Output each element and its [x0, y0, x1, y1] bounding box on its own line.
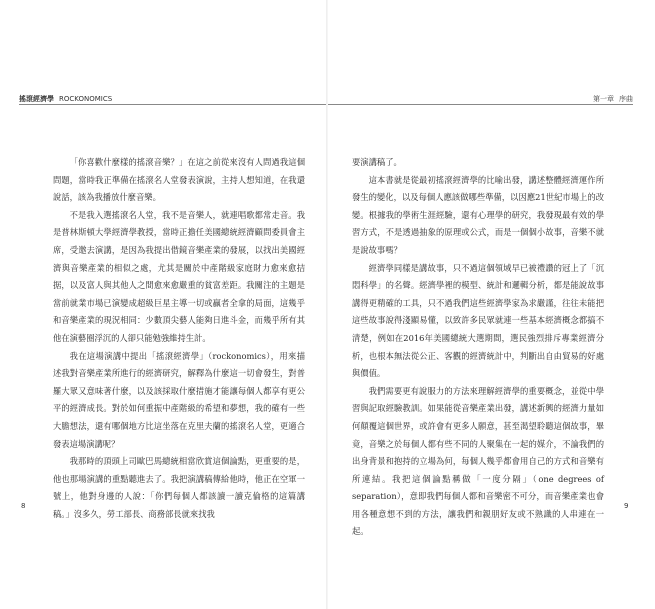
paragraph: 不是我入選搖滾名人堂，我不是音樂人，就連唱歌都常走音。我是普林斯頓大學經濟學教授，當時正擔任美國總統經濟顧問委員會主席，受邀去演講，是因為我提出借鏡音樂產業的發展，以找出美國經濟與音樂產業的相似之處，尤其是關於中產階級家庭財力愈來愈拮据，以及富人與其他人之間愈來愈嚴重的貧富差距。我關注的主題是當前就業市場已演變成超級巨星主導一切或贏者全拿的局面，這幾乎和音樂產業的現況相同：少數頂尖藝人能夠日進斗金，而幾乎所有其他在演藝圈浮沉的人卻只能勉強維持生計。	[53, 209, 305, 343]
right-page	[328, 0, 655, 609]
header-rule-right	[328, 104, 633, 105]
book-title-en: ROCKONOMICS	[59, 95, 113, 103]
header-rule-left	[19, 104, 327, 105]
paragraph: 經濟學同樣是講故事，只不過這個領域早已被禮讚的冠上了「沉悶科學」的名聲。經濟學裡的模型、統計和邏輯分析，都是能說故事講得更精確的工具，只不過我們這些經濟學家為求嚴謹，往往未能把這些故事說得淺顯易懂，以致許多民眾就連一些基本經濟概念都搞不清楚，例如在2016年美國總統大選期間，選民強烈排斥專業經濟分析，也根本無法從公正、客觀的經濟統計中，判斷出自由貿易的好處與價值。	[352, 262, 604, 379]
section-label: 序曲	[619, 95, 633, 103]
paragraph: 我們需要更有說服力的方法來理解經濟學的重要概念，並從中學習與記取經驗教訓。如果能從音樂產業出發，講述新興的經濟力量如何顛覆這個世界，或許會有更多人願意，甚至渴望聆聽這個故事，畢竟，音樂之於每個人都有些不同的人聚集在一起的媒介，不論我們的出身背景和抱持的立場為何，每個人幾乎都會用自己的方式和音樂有所連結。我把這個論點稱做「一度分隔」（one degrees of separation），意即我們每個人都和音樂密不可分，而音樂產業也會用各種意想不到的方法，讓我們和親朋好友或不熟識的人串連在一起。	[352, 385, 604, 537]
left-page	[0, 0, 327, 609]
right-page-body	[352, 154, 604, 541]
paragraph: 「你喜歡什麼樣的搖滾音樂？」在這之前從來沒有人問過我這個問題，當時我正準備在搖滾名人堂發表演說，主持人想知道，在我還說話，該為我播放什麼音樂。	[53, 157, 305, 203]
chapter-label: 第一章	[593, 95, 614, 103]
paragraph-continued: 要演講稿了。	[352, 157, 402, 167]
running-head-right	[593, 94, 633, 104]
paragraph: 我在這場演講中提出「搖滾經濟學」（rockonomics），用來描述我對音樂產業所進行的經濟研究，解釋為什麼這一切會發生，對普羅大眾又意味著什麼，以及該採取什麼措施才能讓每個人都享有更公平的經濟成長。對於如何重振中產階級的希望和夢想，我的確有一些大膽想法，還有哪個地方比這坐落在克里夫蘭的搖滾名人堂，更適合發表這場演講呢？	[53, 350, 305, 449]
paragraph: 這本書就是從最初搖滾經濟學的比喻出發，講述整體經濟運作所發生的變化，以及每個人應該做哪些準備，以因應21世紀市場上的改變。根據我的學術生涯經驗，還有心理學的研究，我發現最有效的學習方式，不是透過抽象的原理或公式，而是一個個小故事，音樂不就是說故事嗎？	[352, 174, 604, 255]
running-head-left	[19, 94, 112, 104]
page-number-left: 8	[21, 502, 26, 510]
book-title: 搖滾經濟學	[19, 95, 54, 103]
left-page-body	[53, 154, 305, 523]
page-number-right: 9	[624, 502, 629, 510]
paragraph: 我那時的頂頭上司歐巴馬總統相當欣賞這個論點，更重要的是，他也那場演講的重點聽進去了。我把演講稿傳給他時，他正在空軍一號上，他對身邊的人說：「你們每個人都該讀一讀克倫格的這篇講稿。」沒多久，勞工部長、商務部長就來找我	[53, 456, 305, 519]
